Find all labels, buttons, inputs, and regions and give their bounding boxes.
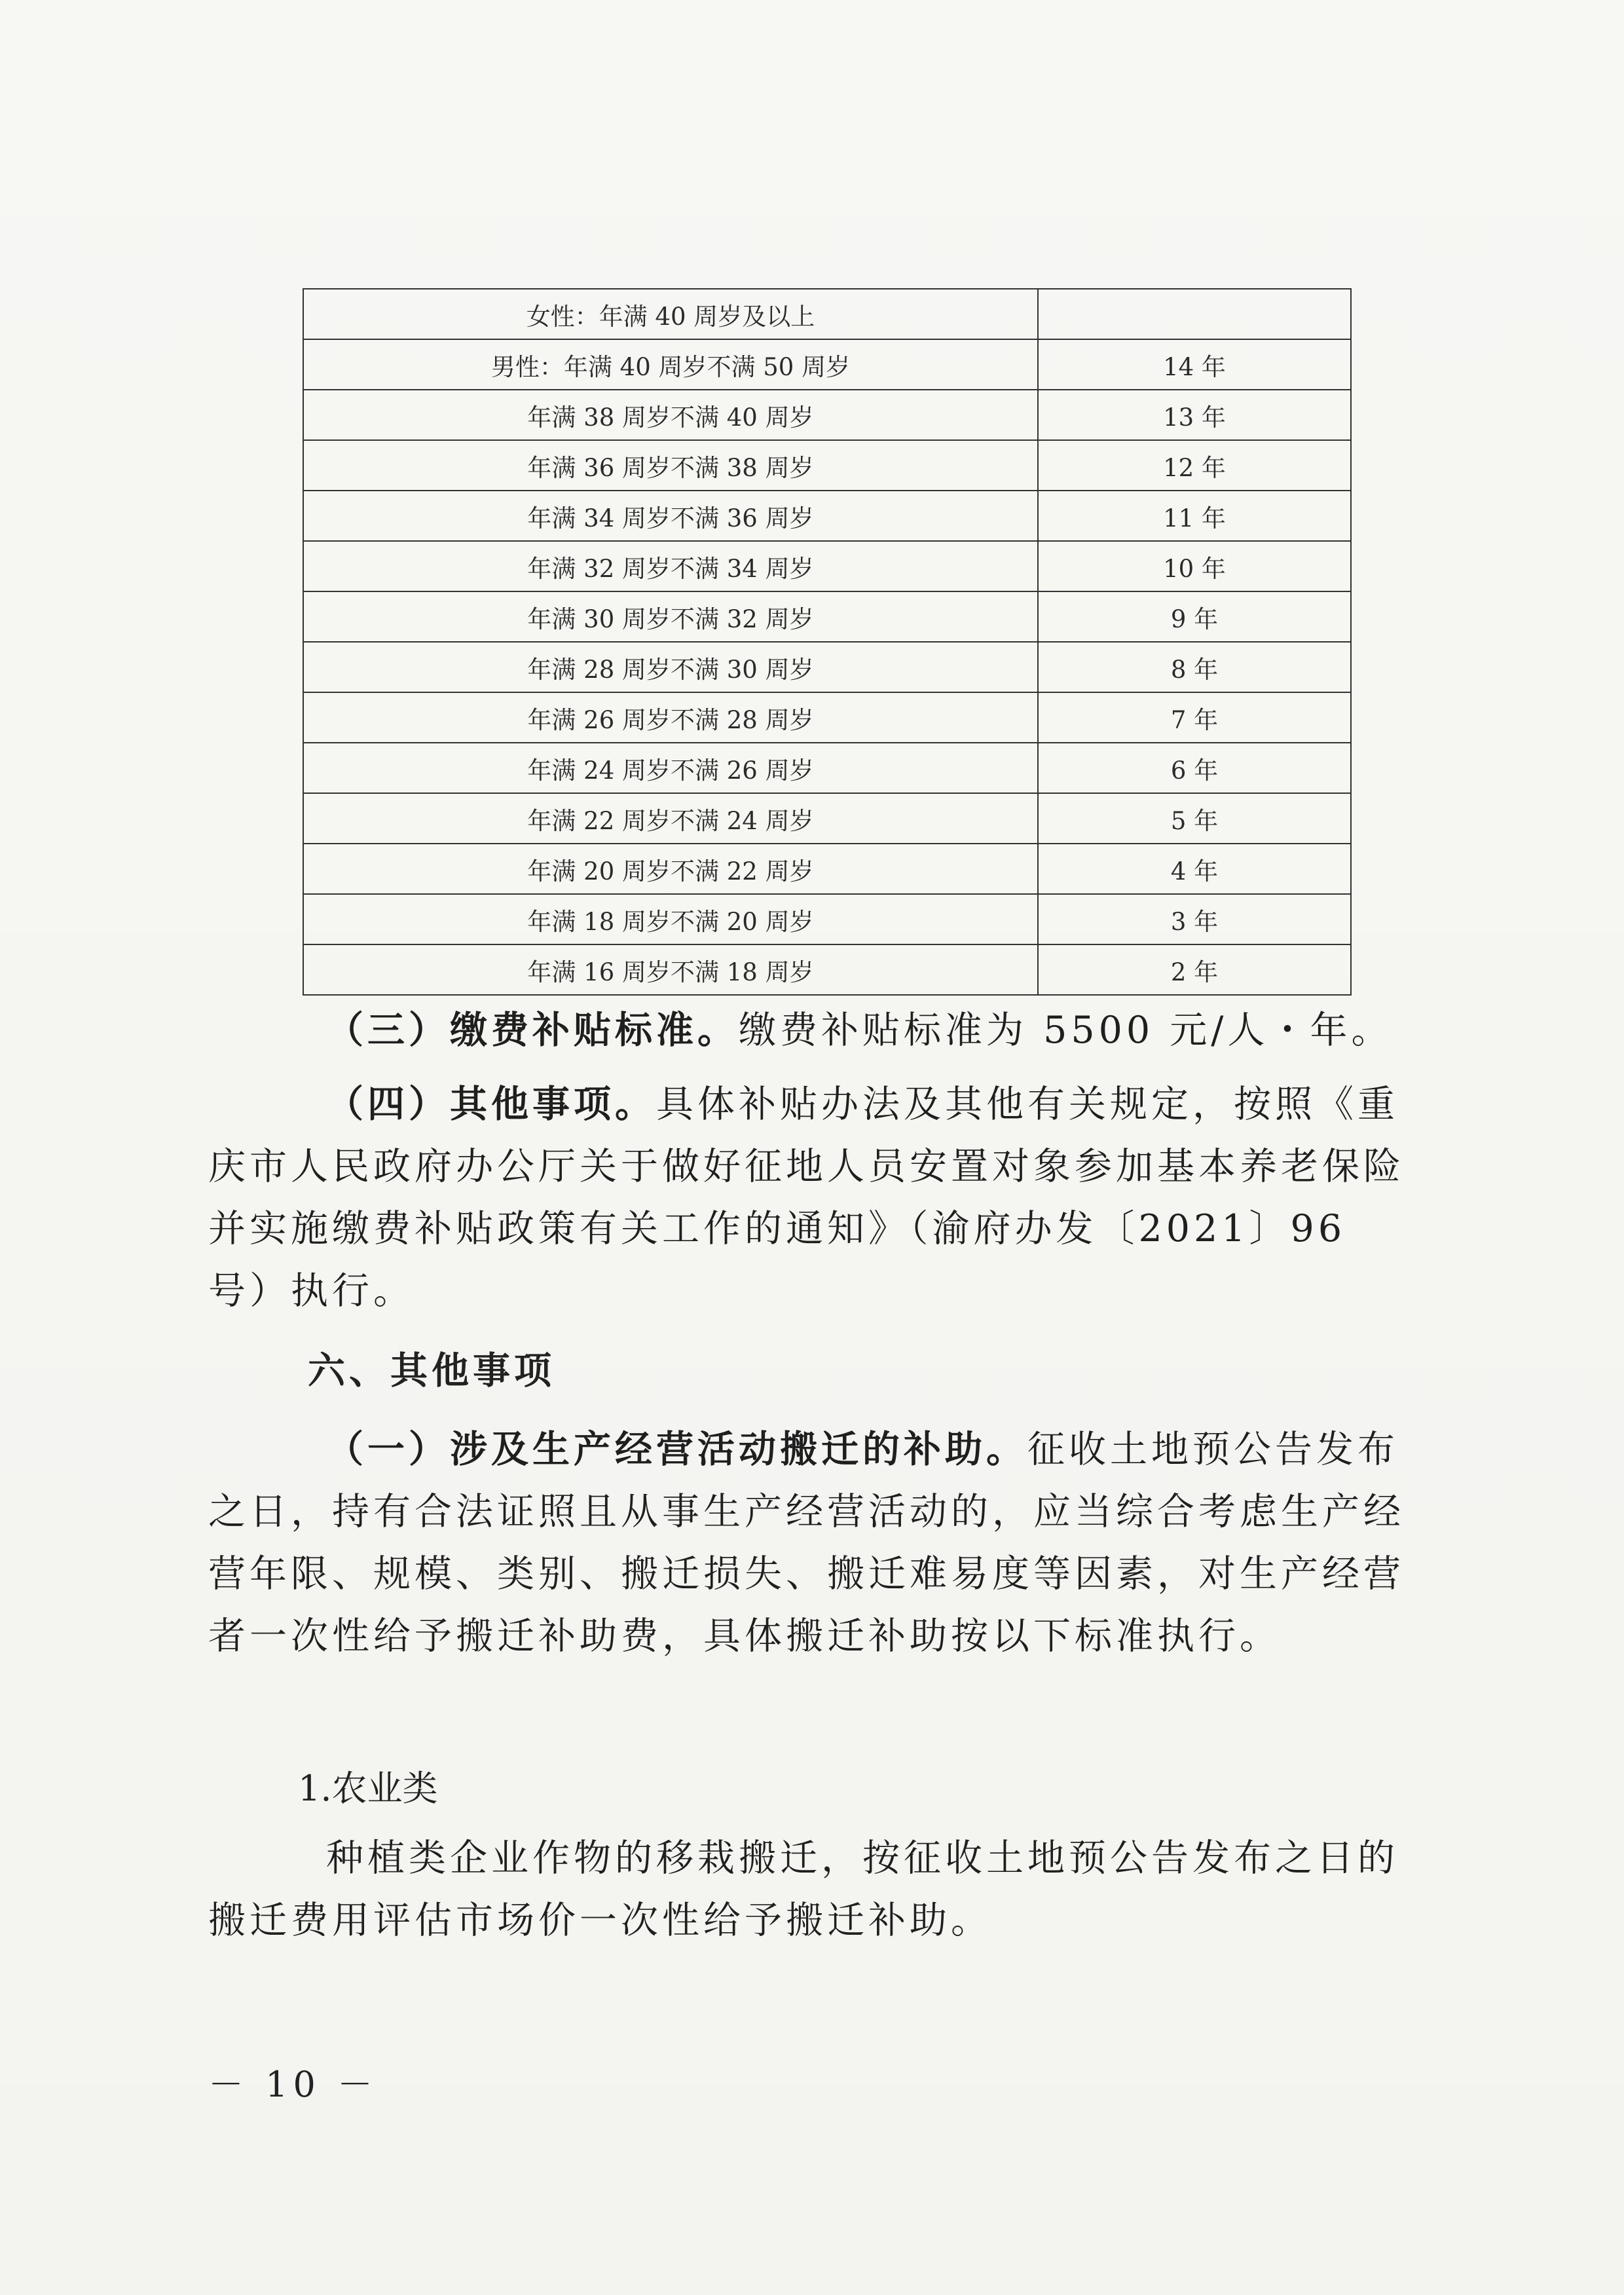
table-row — [303, 894, 1351, 944]
subsection-title: 1.农业类 — [298, 1768, 438, 1809]
paragraph-agriculture — [208, 1827, 1420, 1952]
years-cell: 2 年 — [1038, 944, 1351, 995]
paragraph-body: 征收土地预公告发布之日，持有合法证照且从事生产经营活动的，应当综合考虑生产经营年限、规模、类别、搬迁损失、搬迁难易度等因素，对生产经营者一次性给予搬迁补助费，具体搬迁补助按以下标准执行。 — [208, 1428, 1405, 1658]
age-range-cell: 年满 36 周岁不满 38 周岁 — [303, 440, 1038, 491]
paragraph-relocation-subsidy — [208, 1418, 1420, 1668]
table-row — [303, 339, 1351, 390]
age-range-cell: 男性：年满 40 周岁不满 50 周岁 — [303, 339, 1038, 390]
years-cell: 7 年 — [1038, 692, 1351, 743]
table-row — [303, 491, 1351, 541]
years-cell — [1038, 289, 1351, 339]
table-row — [303, 541, 1351, 591]
years-cell: 9 年 — [1038, 591, 1351, 642]
table-row — [303, 390, 1351, 440]
paragraph-lead: （四）其他事项。 — [326, 1082, 656, 1126]
years-cell: 10 年 — [1038, 541, 1351, 591]
years-cell: 5 年 — [1038, 793, 1351, 844]
table-row — [303, 944, 1351, 995]
table-row — [303, 440, 1351, 491]
table-row — [303, 289, 1351, 339]
age-range-cell: 年满 22 周岁不满 24 周岁 — [303, 793, 1038, 844]
years-cell: 12 年 — [1038, 440, 1351, 491]
years-cell: 4 年 — [1038, 844, 1351, 894]
years-cell: 13 年 — [1038, 390, 1351, 440]
years-cell: 6 年 — [1038, 743, 1351, 793]
paragraph-payment-standard — [208, 999, 1420, 1062]
table-row — [303, 692, 1351, 743]
paragraph-lead: （一）涉及生产经营活动搬迁的补助。 — [326, 1427, 1027, 1471]
years-cell: 11 年 — [1038, 491, 1351, 541]
age-range-cell: 年满 26 周岁不满 28 周岁 — [303, 692, 1038, 743]
years-cell: 14 年 — [1038, 339, 1351, 390]
paragraph-other-matters — [208, 1073, 1420, 1322]
paragraph-lead: （三）缴费补贴标准。 — [326, 1008, 739, 1052]
age-range-cell: 年满 18 周岁不满 20 周岁 — [303, 894, 1038, 944]
age-range-cell: 女性：年满 40 周岁及以上 — [303, 289, 1038, 339]
section-heading: 六、其他事项 — [308, 1349, 555, 1392]
age-range-cell: 年满 24 周岁不满 26 周岁 — [303, 743, 1038, 793]
table-row — [303, 591, 1351, 642]
age-range-cell: 年满 32 周岁不满 34 周岁 — [303, 541, 1038, 591]
age-range-cell: 年满 34 周岁不满 36 周岁 — [303, 491, 1038, 541]
page-number: － 10 － — [208, 2064, 378, 2105]
age-range-cell: 年满 28 周岁不满 30 周岁 — [303, 642, 1038, 692]
years-cell: 8 年 — [1038, 642, 1351, 692]
age-range-cell: 年满 16 周岁不满 18 周岁 — [303, 944, 1038, 995]
table-row — [303, 844, 1351, 894]
paragraph-body: 种植类企业作物的移栽搬迁，按征收土地预公告发布之日的搬迁费用评估市场价一次性给予搬迁补助。 — [208, 1837, 1399, 1942]
years-cell: 3 年 — [1038, 894, 1351, 944]
paragraph-body: 具体补贴办法及其他有关规定，按照《重庆市人民政府办公厅关于做好征地人员安置对象参加基本养老保险并实施缴费补贴政策有关工作的通知》（渝府办发〔2021〕96 号）执行。 — [208, 1083, 1405, 1313]
age-range-cell: 年满 20 周岁不满 22 周岁 — [303, 844, 1038, 894]
table-row — [303, 743, 1351, 793]
age-range-cell: 年满 30 周岁不满 32 周岁 — [303, 591, 1038, 642]
age-subsidy-table — [303, 288, 1352, 996]
table-row — [303, 642, 1351, 692]
paragraph-body: 缴费补贴标准为 5500 元/人・年。 — [739, 1009, 1393, 1052]
table-row — [303, 793, 1351, 844]
age-range-cell: 年满 38 周岁不满 40 周岁 — [303, 390, 1038, 440]
